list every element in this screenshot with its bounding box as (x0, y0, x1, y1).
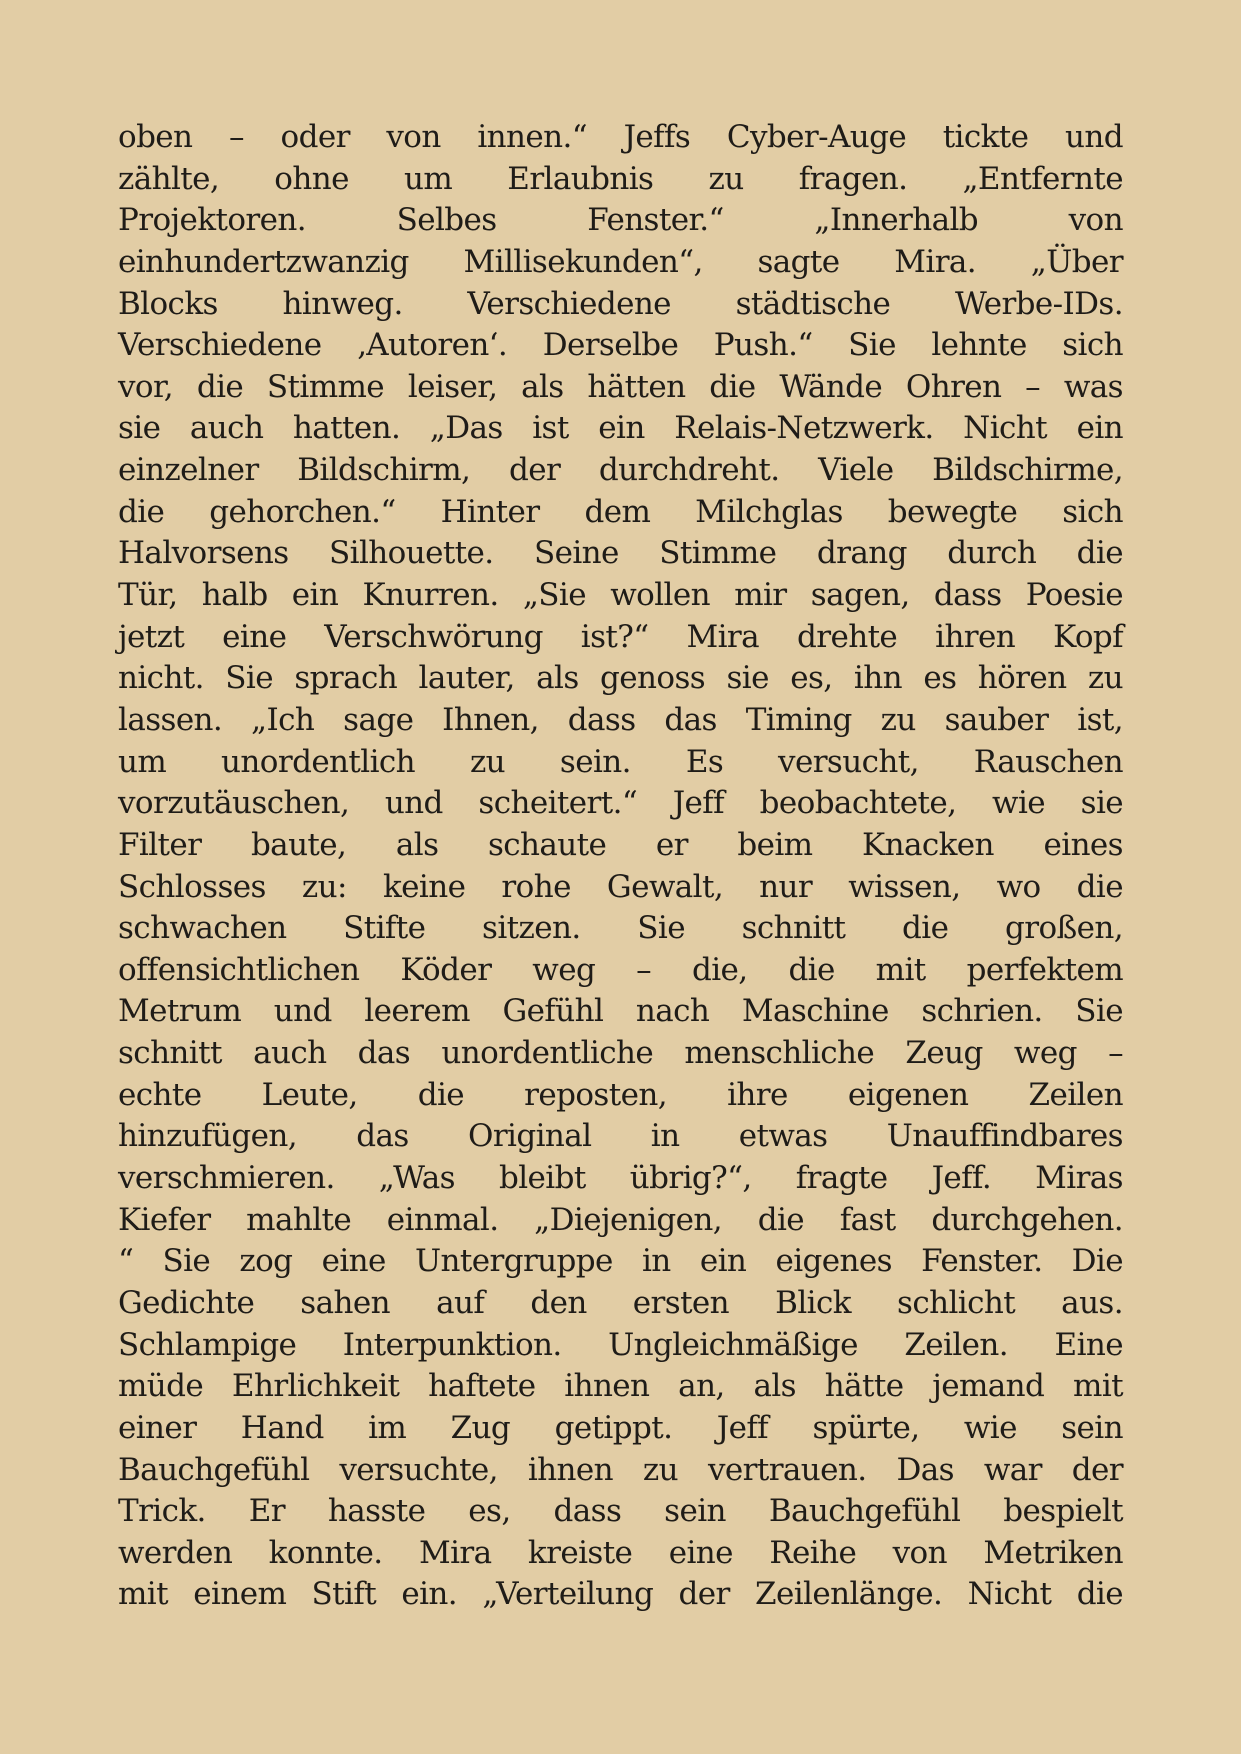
text-line: Trick. Er hasste es, dass sein Bauchgefühl bespielt (118, 1493, 1123, 1530)
text-line: Verschiedene ‚Autoren‘. Derselbe Push.“ Sie lehnte sich (118, 327, 1123, 364)
text-line: Metrum und leerem Gefühl nach Maschine schrien. Sie (118, 993, 1123, 1030)
text-line: jetzt eine Verschwörung ist?“ Mira drehte ihren Kopf (118, 618, 1123, 655)
text-line: sie auch hatten. „Das ist ein Relais-Netzwerk. Nicht ein (118, 410, 1123, 447)
text-line: vor, die Stimme leiser, als hätten die Wände Ohren – was (118, 368, 1123, 405)
text-line: einzelner Bildschirm, der durchdreht. Viele Bildschirme, (118, 452, 1123, 489)
book-page-text (118, 117, 1123, 1616)
text-line: lassen. „Ich sage Ihnen, dass das Timing zu sauber ist, (118, 701, 1123, 738)
text-line: echte Leute, die reposten, ihre eigenen Zeilen (118, 1076, 1123, 1113)
text-line: Halvorsens Silhouette. Seine Stimme drang durch die (118, 535, 1123, 572)
text-line: werden konnte. Mira kreiste eine Reihe von Metriken (118, 1534, 1123, 1571)
text-line: Gedichte sahen auf den ersten Blick schlicht aus. (118, 1284, 1123, 1321)
text-line: Schlampige Interpunktion. Ungleichmäßige Zeilen. Eine (118, 1326, 1123, 1363)
text-line: oben – oder von innen.“ Jeffs Cyber-Auge tickte und (118, 119, 1123, 155)
text-line: Tür, halb ein Knurren. „Sie wollen mir sagen, dass Poesie (118, 577, 1123, 614)
text-line: Bauchgefühl versuchte, ihnen zu vertrauen. Das war der (118, 1451, 1123, 1488)
text-line: Schlosses zu: keine rohe Gewalt, nur wissen, wo die (118, 868, 1123, 905)
text-line: einer Hand im Zug getippt. Jeff spürte, wie sein (118, 1409, 1123, 1446)
text-line: zählte, ohne um Erlaubnis zu fragen. „Entfernte (118, 160, 1123, 197)
text-line: um unordentlich zu sein. Es versucht, Rauschen (118, 743, 1123, 780)
text-line: nicht. Sie sprach lauter, als genoss sie es, ihn es hören zu (118, 660, 1123, 697)
text-line: Filter baute, als schaute er beim Knacken eines (118, 826, 1123, 863)
text-line: schnitt auch das unordentliche menschliche Zeug weg – (118, 1035, 1123, 1072)
text-line: mit einem Stift ein. „Verteilung der Zeilenlänge. Nicht die (118, 1576, 1123, 1613)
text-line: hinzufügen, das Original in etwas Unauffindbares (118, 1118, 1123, 1155)
text-line: “ Sie zog eine Untergruppe in ein eigenes Fenster. Die (118, 1243, 1123, 1280)
text-line: einhundertzwanzig Millisekunden“, sagte Mira. „Über (118, 243, 1123, 280)
text-line: offensichtlichen Köder weg – die, die mit perfektem (118, 951, 1123, 988)
text-line: verschmieren. „Was bleibt übrig?“, fragte Jeff. Miras (118, 1160, 1123, 1197)
text-line: schwachen Stifte sitzen. Sie schnitt die großen, (118, 910, 1123, 947)
text-line: vorzutäuschen, und scheitert.“ Jeff beobachtete, wie sie (118, 785, 1123, 822)
text-line: müde Ehrlichkeit haftete ihnen an, als hätte jemand mit (118, 1368, 1123, 1405)
text-line: die gehorchen.“ Hinter dem Milchglas bewegte sich (118, 493, 1123, 530)
text-line: Blocks hinweg. Verschiedene städtische Werbe-IDs. (118, 285, 1123, 322)
text-line: Projektoren. Selbes Fenster.“ „Innerhalb von (118, 202, 1123, 239)
text-line: Kiefer mahlte einmal. „Diejenigen, die fast durchgehen. (118, 1201, 1123, 1238)
